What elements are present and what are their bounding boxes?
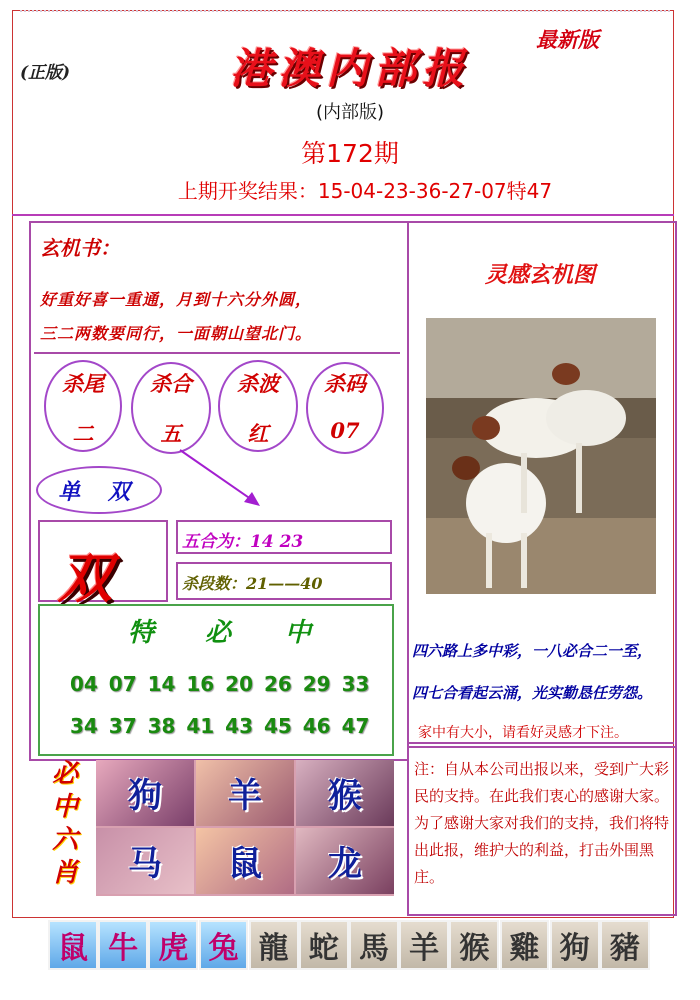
zodiac-cell: 豬 <box>600 920 650 970</box>
zodiac-animal: 猴 <box>328 776 362 816</box>
zodiac-cell: 猴 <box>449 920 499 970</box>
zodiac-animal: 马 <box>128 844 162 884</box>
special-title-2: 必 <box>205 618 232 648</box>
section-divider <box>34 352 400 354</box>
zodiac-animal: 羊 <box>228 776 262 816</box>
special-numbers-row-1: 04 07 14 16 20 26 29 33 <box>70 672 370 696</box>
zodiac-tile <box>296 760 394 826</box>
zodiac-cell: 馬 <box>349 920 399 970</box>
zodiac-cell: 虎 <box>148 920 198 970</box>
last-result: 上期开奖结果：15-04-23-36-27-07特47 <box>177 179 553 203</box>
header-divider <box>12 214 674 216</box>
six-label-2: 中 <box>52 792 79 822</box>
six-label-1: 必 <box>52 759 79 789</box>
subtitle: (内部版) <box>315 102 385 123</box>
odd-even-label: 单 双 <box>58 479 140 505</box>
xuanji-line-2: 三二两数要同行，一面朝山望北门。 <box>40 324 313 343</box>
kill-tail-value: 二 <box>72 421 94 446</box>
five-combo: 五合为：14 23 <box>182 532 304 552</box>
riddle-line-2: 四七合看起云涌，光实勤恳任劳怨。 <box>412 684 653 702</box>
zodiac-tile <box>296 828 394 894</box>
kill-sum-value: 五 <box>160 421 182 446</box>
zodiac-cell: 兔 <box>199 920 249 970</box>
edition-left: (正版) <box>20 63 71 83</box>
six-label-4: 肖 <box>52 858 79 888</box>
issue-number: 第172期 <box>301 139 399 168</box>
double-char: 双 <box>58 546 112 610</box>
zodiac-animal: 龙 <box>328 844 362 884</box>
zodiac-tile <box>96 760 194 826</box>
six-zodiac-label <box>52 758 78 890</box>
zodiac-cell: 鼠 <box>48 920 98 970</box>
top-border <box>20 10 670 18</box>
zodiac-bar <box>48 920 650 974</box>
special-numbers-row-2: 34 37 38 41 43 45 46 47 <box>70 714 370 738</box>
zodiac-cell: 羊 <box>399 920 449 970</box>
page-title: 港澳内部报 <box>229 44 470 93</box>
kill-wave-value: 红 <box>247 421 269 446</box>
zodiac-animal: 狗 <box>128 776 162 816</box>
arrow-icon <box>170 444 270 514</box>
xuanji-title: 玄机书： <box>40 236 120 260</box>
zodiac-cell: 狗 <box>550 920 600 970</box>
special-title-3: 中 <box>285 618 312 648</box>
six-zodiac-grid <box>96 760 394 896</box>
goat-photo <box>426 318 656 594</box>
kill-sum-label: 杀合 <box>150 371 192 396</box>
hint-text: 家中有大小，请看好灵感才下注。 <box>418 725 628 741</box>
notice-text: 注：自从本公司出报以来，受到广大彩民的支持。在此我们衷心的感谢大家。为了感谢大家对我们的支持，我们将特出此报，维护大的利益，打击外围黑庄。 <box>414 760 670 886</box>
zodiac-tile <box>196 828 294 894</box>
right-divider <box>408 742 674 744</box>
inspiration-title: 灵感玄机图 <box>484 262 595 288</box>
edition-right: 最新版 <box>536 27 599 52</box>
kill-range: 杀段数：21——40 <box>182 574 323 593</box>
zodiac-tile <box>96 828 194 894</box>
zodiac-cell: 龍 <box>249 920 299 970</box>
special-title-1: 特 <box>128 618 155 648</box>
zodiac-tile <box>196 760 294 826</box>
riddle-line-1: 四六路上多中彩，一八必合二一至， <box>412 642 653 660</box>
zodiac-animal: 鼠 <box>228 844 262 884</box>
xuanji-line-1: 好重好喜一重通，月到十六分外圆， <box>40 290 313 309</box>
kill-tail-label: 杀尾 <box>62 371 104 396</box>
kill-wave-label: 杀波 <box>237 371 279 396</box>
zodiac-cell: 雞 <box>500 920 550 970</box>
six-label-3: 六 <box>52 825 79 855</box>
kill-code-value: 07 <box>330 418 360 443</box>
zodiac-cell: 蛇 <box>299 920 349 970</box>
zodiac-cell: 牛 <box>98 920 148 970</box>
kill-code-label: 杀码 <box>324 371 366 396</box>
